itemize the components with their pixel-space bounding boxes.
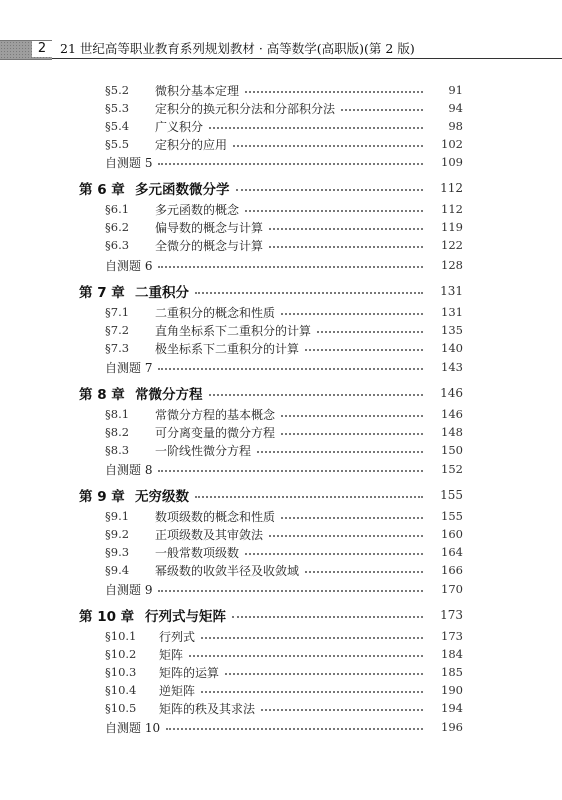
leader-dots (281, 423, 423, 435)
page-ref: 164 (441, 545, 463, 559)
leader-dots (209, 117, 423, 129)
leader-dots (261, 699, 423, 711)
page-ref: 173 (441, 629, 463, 643)
self-test-title: 自测题 8 (105, 462, 153, 477)
toc-section-entry[interactable] (0, 440, 562, 460)
page-ref: 119 (441, 220, 463, 234)
toc-section-entry[interactable] (0, 404, 562, 424)
chapter-number: 第 7 章 (79, 285, 125, 301)
toc-section-entry[interactable] (0, 542, 562, 562)
toc-section-entry[interactable] (0, 235, 562, 255)
section-number: §5.3 (105, 101, 130, 115)
leader-dots (281, 507, 423, 519)
section-number: §6.2 (105, 220, 130, 234)
page-ref: 131 (441, 305, 463, 319)
toc-section-entry[interactable] (0, 199, 562, 219)
page-ref: 122 (441, 238, 463, 252)
section-number: §7.3 (105, 341, 130, 355)
page-ref: 94 (448, 101, 463, 115)
page-ref: 160 (441, 527, 463, 541)
toc-chapter-entry[interactable] (0, 279, 562, 303)
toc-self-test-entry[interactable] (0, 255, 562, 275)
section-number: §9.3 (105, 545, 130, 559)
chapter-title: 行列式与矩阵 (145, 609, 226, 625)
page-ref: 143 (441, 360, 463, 374)
chapter-title: 无穷级数 (135, 489, 189, 505)
section-title: 定积分的换元积分法和分部积分法 (155, 101, 336, 116)
leader-dots (257, 441, 423, 453)
header-divider (52, 58, 562, 59)
leader-dots (245, 200, 423, 212)
section-title: 多元函数的概念 (155, 202, 240, 217)
leader-dots (233, 135, 423, 147)
leader-dots (225, 663, 423, 675)
section-title: 极坐标系下二重积分的计算 (155, 341, 300, 356)
section-number: §10.1 (105, 629, 137, 643)
page-ref: 184 (441, 647, 463, 661)
section-title: 微积分基本定理 (155, 83, 240, 98)
page-ref: 98 (448, 119, 463, 133)
toc-self-test-entry[interactable] (0, 717, 562, 737)
section-number: §5.4 (105, 119, 130, 133)
section-title: 常微分方程的基本概念 (155, 407, 276, 422)
leader-dots (158, 580, 423, 592)
toc-section-entry[interactable] (0, 217, 562, 237)
self-test-title: 自测题 6 (105, 258, 153, 273)
section-number: §10.5 (105, 701, 137, 715)
page-ref: 135 (441, 323, 463, 337)
chapter-number: 第 6 章 (79, 182, 125, 198)
toc-section-entry[interactable] (0, 662, 562, 682)
page-ref: 102 (441, 137, 463, 151)
section-title: 一阶线性微分方程 (155, 443, 252, 458)
chapter-number: 第 9 章 (79, 489, 125, 505)
page-ref: 146 (441, 407, 463, 421)
page-ref: 190 (441, 683, 463, 697)
leader-dots (166, 718, 423, 730)
leader-dots (158, 153, 423, 165)
leader-dots (305, 339, 423, 351)
page-ref: 91 (448, 83, 463, 97)
leader-dots (209, 384, 424, 396)
toc-chapter-entry[interactable] (0, 483, 562, 507)
leader-dots (269, 218, 423, 230)
section-title: 行列式 (159, 629, 196, 644)
toc-section-entry[interactable] (0, 644, 562, 664)
toc-section-entry[interactable] (0, 116, 562, 136)
page-ref: 194 (441, 701, 463, 715)
section-title: 数项级数的概念和性质 (155, 509, 276, 524)
section-number: §9.2 (105, 527, 130, 541)
section-number: §10.4 (105, 683, 137, 697)
page-ref: 109 (441, 155, 463, 169)
leader-dots (189, 645, 423, 657)
toc-section-entry[interactable] (0, 302, 562, 322)
section-title: 全微分的概念与计算 (155, 238, 264, 253)
section-number: §9.1 (105, 509, 130, 523)
page-ref: 155 (440, 488, 463, 502)
page-ref: 185 (441, 665, 463, 679)
toc-section-entry[interactable] (0, 98, 562, 118)
page-ref: 148 (441, 425, 463, 439)
leader-dots (281, 405, 423, 417)
chapter-title: 常微分方程 (135, 387, 203, 403)
section-title: 可分离变量的微分方程 (155, 425, 276, 440)
page-ref: 131 (440, 284, 463, 298)
leader-dots (195, 486, 423, 498)
toc-self-test-entry[interactable] (0, 357, 562, 377)
leader-dots (317, 321, 423, 333)
chapter-number: 第 10 章 (79, 609, 135, 625)
page-number: 2 (32, 41, 52, 57)
toc-section-entry[interactable] (0, 626, 562, 646)
toc-section-entry[interactable] (0, 80, 562, 100)
section-number: §8.2 (105, 425, 130, 439)
leader-dots (201, 681, 423, 693)
section-number: §10.3 (105, 665, 137, 679)
page-ref: 112 (440, 181, 463, 195)
toc-section-entry[interactable] (0, 680, 562, 700)
self-test-title: 自测题 9 (105, 582, 153, 597)
page-ref: 173 (440, 608, 463, 622)
page-ref: 166 (441, 563, 463, 577)
toc-section-entry[interactable] (0, 338, 562, 358)
chapter-number: 第 8 章 (79, 387, 125, 403)
page-ref: 170 (441, 582, 463, 596)
toc-self-test-entry[interactable] (0, 459, 562, 479)
page-ref: 128 (441, 258, 463, 272)
leader-dots (269, 236, 423, 248)
section-title: 矩阵的运算 (159, 665, 220, 680)
section-number: §8.3 (105, 443, 130, 457)
section-number: §5.2 (105, 83, 130, 97)
self-test-title: 自测题 7 (105, 360, 153, 375)
leader-dots (269, 525, 423, 537)
section-number: §8.1 (105, 407, 130, 421)
page-ref: 112 (441, 202, 463, 216)
section-number: §6.1 (105, 202, 130, 216)
chapter-title: 二重积分 (135, 285, 189, 301)
toc-chapter-entry[interactable] (0, 381, 562, 405)
page-ref: 152 (441, 462, 463, 476)
toc-section-entry[interactable] (0, 560, 562, 580)
section-title: 矩阵 (159, 647, 184, 662)
section-number: §5.5 (105, 137, 130, 151)
page-header (0, 0, 562, 58)
toc-section-entry[interactable] (0, 422, 562, 442)
leader-dots (281, 303, 423, 315)
leader-dots (245, 81, 423, 93)
leader-dots (195, 282, 423, 294)
self-test-title: 自测题 5 (105, 155, 153, 170)
page-ref: 146 (440, 386, 463, 400)
section-number: §6.3 (105, 238, 130, 252)
toc-chapter-entry[interactable] (0, 603, 562, 627)
toc-section-entry[interactable] (0, 320, 562, 340)
section-title: 一般常数项级数 (155, 545, 240, 560)
leader-dots (236, 179, 424, 191)
leader-dots (158, 256, 423, 268)
section-title: 直角坐标系下二重积分的计算 (155, 323, 312, 338)
toc-self-test-entry[interactable] (0, 579, 562, 599)
self-test-title: 自测题 10 (105, 720, 161, 735)
leader-dots (158, 358, 423, 370)
section-title: 矩阵的秩及其求法 (159, 701, 256, 716)
toc-section-entry[interactable] (0, 506, 562, 526)
section-number: §7.1 (105, 305, 130, 319)
leader-dots (201, 627, 423, 639)
toc-self-test-entry[interactable] (0, 152, 562, 172)
toc-section-entry[interactable] (0, 698, 562, 718)
toc-section-entry[interactable] (0, 524, 562, 544)
leader-dots (158, 460, 423, 472)
book-title: 21 世纪高等职业教育系列规划教材 · 高等数学(高职版)(第 2 版) (60, 41, 415, 56)
leader-dots (305, 561, 423, 573)
section-title: 偏导数的概念与计算 (155, 220, 264, 235)
page-ref: 140 (441, 341, 463, 355)
leader-dots (245, 543, 423, 555)
chapter-title: 多元函数微分学 (135, 182, 230, 198)
leader-dots (232, 606, 423, 618)
section-title: 定积分的应用 (155, 137, 228, 152)
section-number: §7.2 (105, 323, 130, 337)
section-title: 正项级数及其审敛法 (155, 527, 264, 542)
page-ref: 155 (441, 509, 463, 523)
page-ref: 150 (441, 443, 463, 457)
section-title: 广义积分 (155, 119, 204, 134)
toc-chapter-entry[interactable] (0, 176, 562, 200)
leader-dots (341, 99, 423, 111)
toc-section-entry[interactable] (0, 134, 562, 154)
section-number: §9.4 (105, 563, 130, 577)
section-title: 逆矩阵 (159, 683, 196, 698)
page-ref: 196 (441, 720, 463, 734)
section-title: 二重积分的概念和性质 (155, 305, 276, 320)
section-title: 幂级数的收敛半径及收敛域 (155, 563, 300, 578)
section-number: §10.2 (105, 647, 137, 661)
